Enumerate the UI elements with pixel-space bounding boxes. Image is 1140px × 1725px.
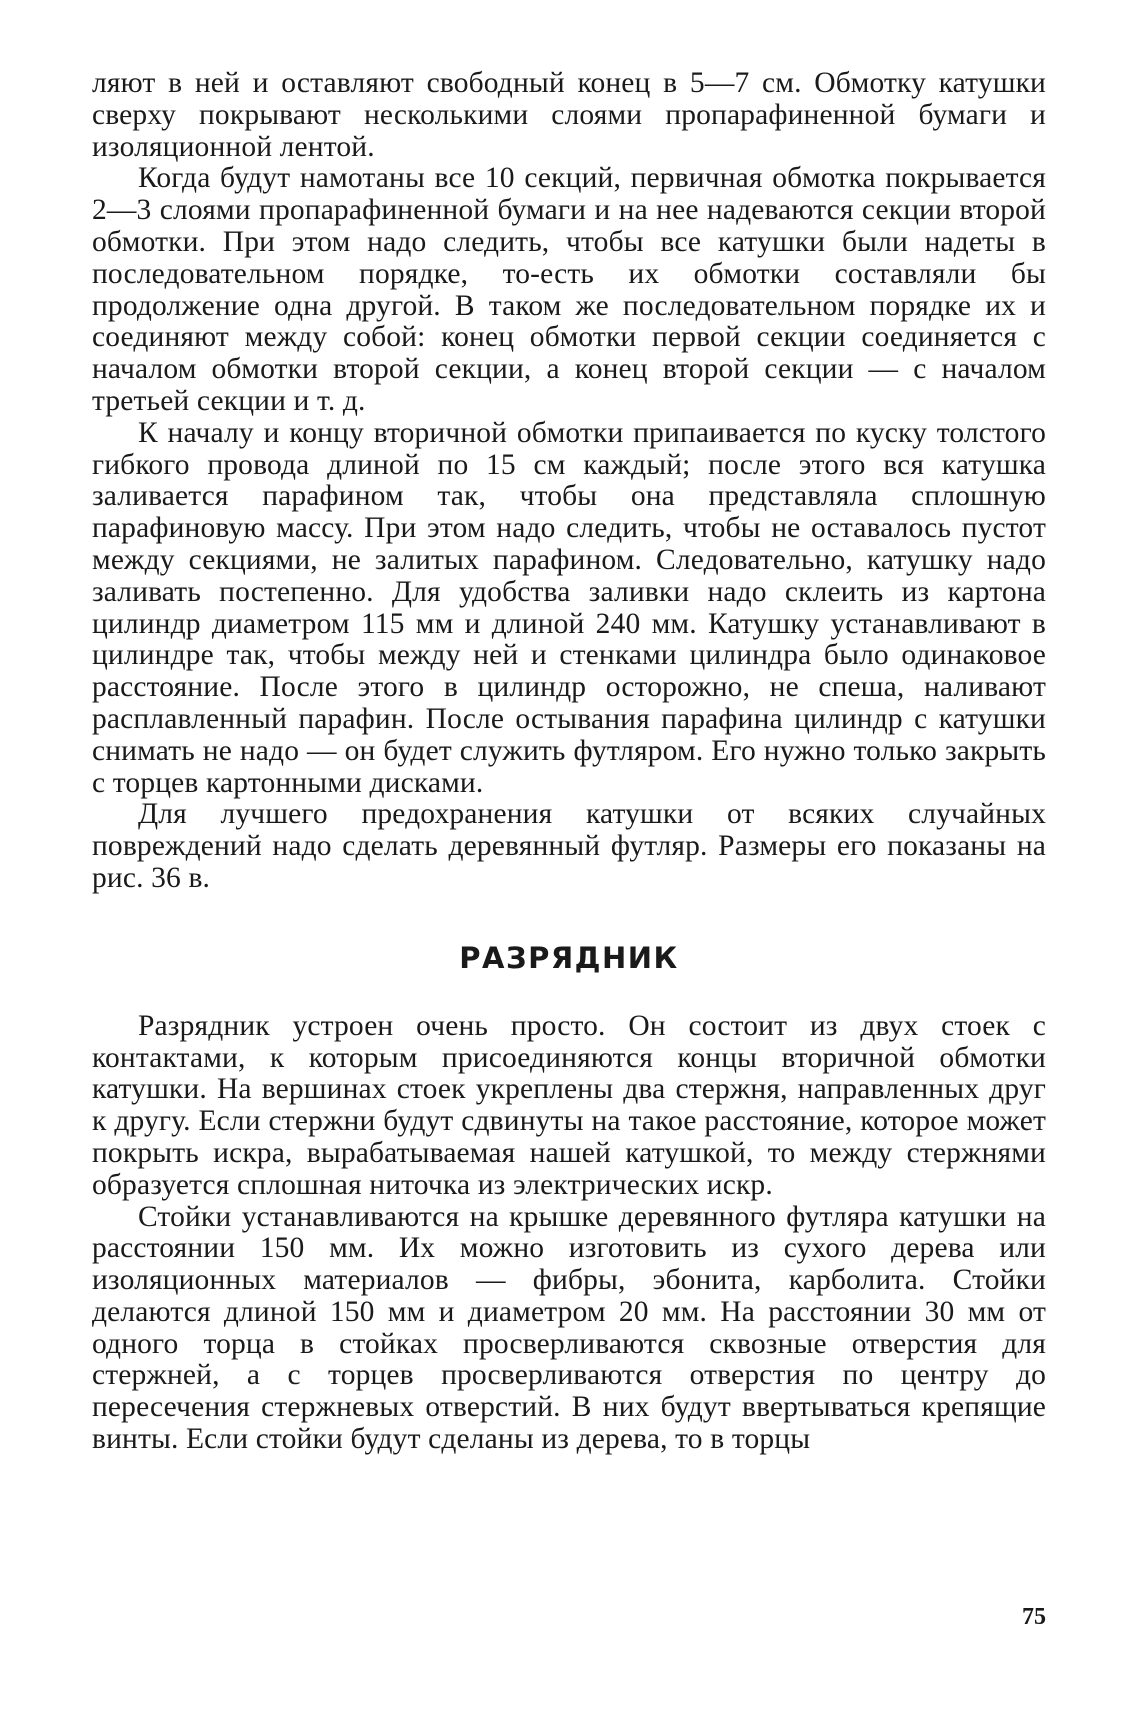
section-heading: РАЗРЯДНИК: [459, 940, 679, 975]
page-number: 75: [1022, 1604, 1046, 1630]
paragraph-spark-gap-description: Разрядник устроен очень просто. Он состоит из двух стоек с контактами, к которым присоединяются концы вторичной обмотки катушки. На вершинах стоек укреплены два стержня, направленных друг к другу. Если стержни будут сдвинуты на такое расстояние, которое может покрыть искра, вырабатываемая нашей катушкой, то между стержнями образуется сплошная ниточка из электрических искр.: [92, 1009, 1046, 1201]
paragraph-wooden-case: Для лучшего предохранения катушки от всяких случайных повреждений надо сделать деревянный футляр. Размеры его показаны на рис. 36 в.: [92, 798, 1046, 894]
page-body: [92, 68, 1046, 1456]
paragraph-paraffin-filling: К началу и концу вторичной обмотки припаивается по куску толстого гибкого провода длиной по 15 см каждый; после этого вся катушка заливается парафином так, чтобы она представляла сплошную парафиновую массу. При этом надо следить, чтобы не оставалось пустот между секциями, не залитых парафином. Следовательно, катушку надо заливать постепенно. Для удобства заливки надо склеить из картона цилиндр диаметром 115 мм и длиной 240 мм. Катушку устанавливают в цилиндре так, чтобы между ней и стенками цилиндра было одинаковое расстояние. После этого в цилиндр осторожно, не спеша, наливают расплавленный парафин. После остывания парафина цилиндр с катушки снимать не надо — он будет служить футляром. Его нужно только закрыть с торцев картонными дисками.: [92, 416, 1046, 799]
paragraph-secondary-winding: Когда будут намотаны все 10 секций, первичная обмотка покрывается 2—3 слоями пропарафиненной бумаги и на нее надеваются секции второй обмотки. При этом надо следить, чтобы все катушки были надеты в последовательном порядке, то-есть их обмотки составляли бы продолжение одна другой. В таком же последовательном порядке их и соединяют между собой: конец обмотки первой секции соединяется с началом обмотки второй секции, а конец второй секции — с началом третьей секции и т. д.: [92, 162, 1046, 417]
paragraph-spark-gap-posts: Стойки устанавливаются на крышке деревянного футляра катушки на расстоянии 150 мм. Их можно изготовить из сухого дерева или изоляционных материалов — фибры, эбонита, карболита. Стойки делаются длиной 150 мм и диаметром 20 мм. На расстоянии 30 мм от одного торца в стойках просверливаются сквозные отверстия для стержней, а с торцев просверливаются отверстия по центру до пересечения стержневых отверстий. В них будут ввертываться крепящие винты. Если стойки будут сделаны из дерева, то в торцы: [92, 1200, 1046, 1456]
paragraph-continuation: ляют в ней и оставляют свободный конец в 5—7 см. Обмотку катушки сверху покрывают несколькими слоями пропарафиненной бумаги и изоляционной лентой.: [92, 67, 1046, 163]
